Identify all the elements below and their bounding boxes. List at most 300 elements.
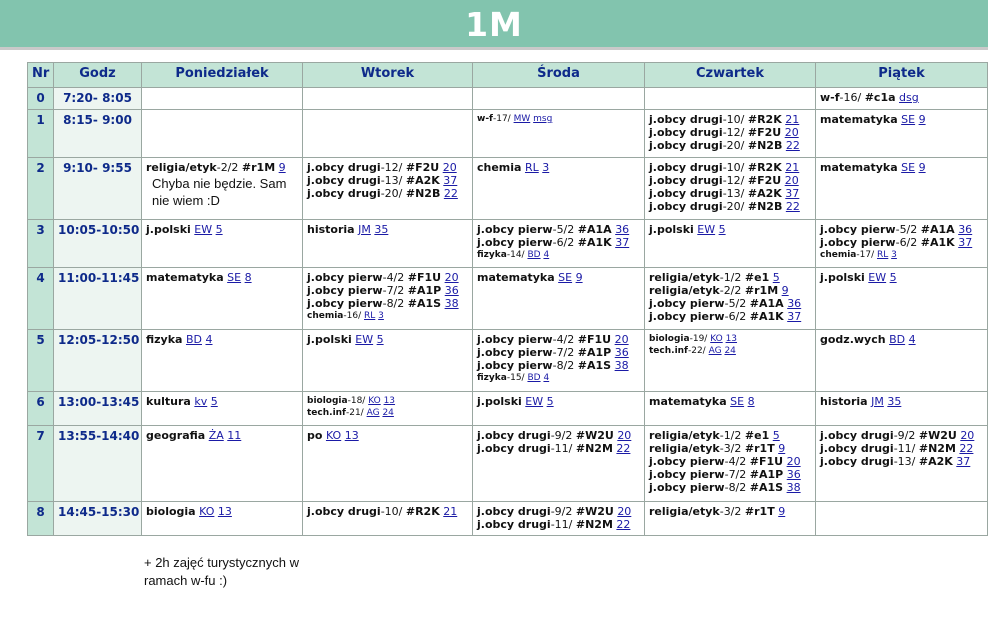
- group-label: -10/: [380, 505, 403, 518]
- teacher-link[interactable]: BD: [185, 333, 202, 346]
- group-label: -14/: [506, 250, 525, 260]
- teacher-link[interactable]: EW: [868, 271, 887, 284]
- lesson-entry: [649, 174, 811, 187]
- lesson-entry: [307, 333, 468, 346]
- group-label: -10/: [722, 161, 745, 174]
- group-code: #A1K: [920, 236, 955, 249]
- subject-name: j.obcy drugi: [477, 442, 551, 455]
- group-label: -13/: [893, 455, 916, 468]
- timetable-header-row: [28, 63, 988, 88]
- group-label: -12/: [380, 161, 403, 174]
- subject-name: chemia: [477, 161, 522, 174]
- group-label: -16/: [839, 91, 862, 104]
- lesson-entry: [649, 468, 811, 481]
- teacher-link[interactable]: SE: [227, 271, 242, 284]
- lesson-cell: [645, 330, 816, 392]
- footer-note: + 2h zajęć turystycznych w ramach w-fu :): [144, 555, 299, 588]
- subject-name: po: [307, 429, 323, 442]
- lesson-entry: [146, 333, 298, 346]
- group-code: #r1M: [744, 284, 779, 297]
- room-link[interactable]: 22: [959, 442, 974, 455]
- group-label: -4/2: [552, 333, 575, 346]
- teacher-link[interactable]: RL: [877, 250, 889, 260]
- subject-name: w-f: [477, 114, 493, 124]
- lesson-number: 2: [28, 158, 54, 220]
- subject-name: j.obcy pierw: [477, 236, 553, 249]
- group-code: #F2U: [747, 174, 782, 187]
- subject-name: j.obcy drugi: [477, 505, 551, 518]
- subject-name: religia/etyk: [649, 271, 720, 284]
- room-link[interactable]: 37: [787, 310, 802, 323]
- group-label: -8/2: [724, 481, 747, 494]
- timetable-row: [28, 220, 988, 268]
- page-title: 1M: [465, 5, 523, 44]
- teacher-link[interactable]: KO: [199, 505, 215, 518]
- group-code: #A1K: [577, 236, 612, 249]
- lesson-cell: [645, 268, 816, 330]
- room-link[interactable]: 5: [215, 223, 223, 236]
- subject-name: fizyka: [477, 250, 507, 260]
- group-label: -4/2: [724, 455, 747, 468]
- group-code: #R2K: [747, 113, 782, 126]
- teacher-link[interactable]: SE: [901, 161, 916, 174]
- group-label: -16/: [343, 311, 362, 321]
- room-link[interactable]: 20: [784, 126, 799, 139]
- subject-name: j.obcy pierw: [477, 333, 553, 346]
- subject-name: matematyka: [649, 395, 727, 408]
- room-link[interactable]: 5: [718, 223, 726, 236]
- lesson-entry: [820, 271, 983, 284]
- lesson-cell: [303, 220, 473, 268]
- lesson-entry: [477, 359, 640, 372]
- room-link[interactable]: 13: [217, 505, 232, 518]
- subject-name: j.obcy pierw: [307, 284, 383, 297]
- column-header-piatek: Piątek: [816, 63, 988, 88]
- lesson-entry: [820, 223, 983, 236]
- group-label: -18/: [347, 396, 366, 406]
- subject-name: j.obcy pierw: [307, 271, 383, 284]
- room-link[interactable]: 22: [443, 187, 458, 200]
- group-label: -21/: [345, 408, 364, 418]
- group-code: #F1U: [577, 333, 612, 346]
- teacher-link[interactable]: MW: [513, 114, 531, 124]
- lesson-entry: [307, 429, 468, 442]
- room-link[interactable]: 36: [615, 223, 630, 236]
- subject-name: historia: [820, 395, 868, 408]
- group-label: -11/: [550, 518, 573, 531]
- subject-name: j.obcy drugi: [820, 455, 894, 468]
- lesson-entry: [649, 333, 811, 345]
- teacher-link[interactable]: BD: [527, 250, 541, 260]
- room-link[interactable]: 22: [785, 200, 800, 213]
- lesson-cell: [142, 268, 303, 330]
- lesson-cell: [816, 158, 988, 220]
- room-link[interactable]: 35: [887, 395, 902, 408]
- subject-name: j.obcy drugi: [649, 126, 723, 139]
- subject-name: j.polski: [477, 395, 522, 408]
- teacher-link[interactable]: AG: [366, 408, 380, 418]
- subject-name: j.obcy drugi: [649, 161, 723, 174]
- lesson-entry: [307, 505, 468, 518]
- lesson-entry: [477, 372, 640, 384]
- room-link[interactable]: 5: [889, 271, 897, 284]
- lesson-number: 1: [28, 110, 54, 158]
- room-link[interactable]: 36: [786, 468, 801, 481]
- lesson-time: 11:00-11:45: [54, 268, 142, 330]
- group-label: -5/2: [552, 223, 575, 236]
- subject-name: matematyka: [477, 271, 555, 284]
- group-code: #A1P: [407, 284, 442, 297]
- timetable-row: [28, 158, 988, 220]
- group-label: -15/: [506, 373, 525, 383]
- teacher-link[interactable]: KO: [325, 429, 342, 442]
- subject-name: j.obcy drugi: [649, 113, 723, 126]
- room-link[interactable]: 24: [724, 346, 736, 356]
- timetable-row: [28, 426, 988, 502]
- group-code: #N2M: [575, 442, 613, 455]
- lesson-entry: [477, 505, 640, 518]
- room-link[interactable]: 37: [956, 455, 971, 468]
- teacher-link[interactable]: KO: [368, 396, 381, 406]
- room-link[interactable]: 5: [772, 429, 780, 442]
- room-link[interactable]: 22: [616, 442, 631, 455]
- room-link[interactable]: 8: [747, 395, 755, 408]
- room-link[interactable]: 20: [444, 271, 459, 284]
- group-code: #W2U: [918, 429, 957, 442]
- room-link[interactable]: 8: [244, 271, 252, 284]
- room-link[interactable]: 20: [617, 505, 632, 518]
- group-code: #N2M: [575, 518, 613, 531]
- teacher-link[interactable]: EW: [355, 333, 374, 346]
- room-link[interactable]: 9: [278, 161, 286, 174]
- room-link[interactable]: 35: [374, 223, 389, 236]
- room-link[interactable]: 37: [958, 236, 973, 249]
- lesson-cell: [142, 220, 303, 268]
- group-code: #A1S: [577, 359, 612, 372]
- room-link[interactable]: 5: [546, 395, 554, 408]
- room-link[interactable]: 38: [444, 297, 459, 310]
- subject-name: j.obcy drugi: [307, 161, 381, 174]
- column-header-poniedzialek: Poniedziałek: [142, 63, 303, 88]
- timetable: [27, 62, 988, 536]
- subject-name: fizyka: [146, 333, 183, 346]
- room-link[interactable]: 13: [344, 429, 359, 442]
- subject-name: j.polski: [146, 223, 191, 236]
- room-link[interactable]: 5: [210, 395, 218, 408]
- lesson-cell: [473, 330, 645, 392]
- teacher-link[interactable]: EW: [697, 223, 716, 236]
- timetable-row: [28, 268, 988, 330]
- group-code: #r1T: [744, 505, 775, 518]
- teacher-link[interactable]: AG: [708, 346, 722, 356]
- lesson-cell: [303, 268, 473, 330]
- group-label: -10/: [722, 113, 745, 126]
- room-link[interactable]: 9: [781, 284, 789, 297]
- lesson-cell: [473, 220, 645, 268]
- group-label: -11/: [550, 442, 573, 455]
- lesson-entry: [307, 310, 468, 322]
- subject-name: religia/etyk: [649, 429, 720, 442]
- teacher-link[interactable]: kv: [194, 395, 208, 408]
- group-code: #c1a: [864, 91, 896, 104]
- lesson-entry: [477, 249, 640, 261]
- column-header-wtorek: Wtorek: [303, 63, 473, 88]
- column-header-czwartek: Czwartek: [645, 63, 816, 88]
- room-link[interactable]: 38: [614, 359, 629, 372]
- room-link[interactable]: 9: [778, 505, 786, 518]
- lesson-number: 8: [28, 502, 54, 536]
- group-code: #A1P: [577, 346, 612, 359]
- teacher-link[interactable]: EW: [525, 395, 544, 408]
- lesson-time: 7:20- 8:05: [54, 88, 142, 110]
- lesson-cell: [816, 268, 988, 330]
- group-label: -13/: [380, 174, 403, 187]
- lesson-cell: [645, 426, 816, 502]
- group-code: #N2B: [405, 187, 441, 200]
- lesson-entry: [307, 223, 468, 236]
- teacher-link[interactable]: KO: [710, 334, 723, 344]
- subject-name: religia/etyk: [649, 442, 720, 455]
- lesson-entry: [307, 297, 468, 310]
- room-link[interactable]: 13: [725, 334, 738, 344]
- room-link[interactable]: 38: [786, 481, 801, 494]
- lesson-cell: [645, 220, 816, 268]
- room-link[interactable]: 4: [205, 333, 213, 346]
- group-label: -8/2: [382, 297, 405, 310]
- room-link[interactable]: 37: [443, 174, 458, 187]
- subject-name: j.obcy drugi: [649, 200, 723, 213]
- lesson-entry: [477, 429, 640, 442]
- group-label: -22/: [687, 346, 706, 356]
- lesson-cell: [142, 330, 303, 392]
- lesson-entry: [477, 236, 640, 249]
- group-label: -19/: [689, 334, 708, 344]
- group-code: #A1S: [407, 297, 442, 310]
- lesson-entry: [649, 223, 811, 236]
- group-label: -7/2: [552, 346, 575, 359]
- room-link[interactable]: 20: [784, 174, 799, 187]
- room-link[interactable]: 20: [614, 333, 629, 346]
- room-link[interactable]: 9: [778, 442, 786, 455]
- room-link[interactable]: 9: [918, 113, 926, 126]
- room-link[interactable]: 20: [786, 455, 801, 468]
- room-link[interactable]: 3: [542, 161, 550, 174]
- room-link[interactable]: 36: [958, 223, 973, 236]
- lesson-entry: [307, 161, 468, 174]
- lesson-cell: [142, 110, 303, 158]
- room-link[interactable]: 20: [960, 429, 975, 442]
- room-link[interactable]: msg: [533, 114, 553, 124]
- group-label: -2/2: [216, 161, 239, 174]
- group-code: #F1U: [407, 271, 442, 284]
- lesson-cell: [473, 158, 645, 220]
- subject-name: j.obcy pierw: [820, 236, 896, 249]
- room-link[interactable]: 3: [891, 250, 897, 260]
- lesson-entry: [477, 271, 640, 284]
- lesson-entry: [146, 429, 298, 442]
- lesson-entry: [649, 284, 811, 297]
- lesson-entry: [477, 223, 640, 236]
- lesson-cell: [645, 88, 816, 110]
- group-code: #e1: [744, 271, 770, 284]
- timetable-row: [28, 330, 988, 392]
- group-label: -12/: [722, 174, 745, 187]
- lesson-cell: [142, 158, 303, 220]
- lesson-number: 3: [28, 220, 54, 268]
- lesson-entry: [146, 223, 298, 236]
- subject-name: j.polski: [820, 271, 865, 284]
- group-label: -20/: [722, 200, 745, 213]
- subject-name: j.obcy pierw: [477, 359, 553, 372]
- group-label: -7/2: [724, 468, 747, 481]
- room-link[interactable]: 20: [617, 429, 632, 442]
- lesson-cell: [303, 392, 473, 426]
- lesson-cell: [142, 502, 303, 536]
- group-label: -17/: [492, 114, 511, 124]
- teacher-link[interactable]: SE: [730, 395, 745, 408]
- lesson-entry: [477, 395, 640, 408]
- teacher-link[interactable]: EW: [194, 223, 213, 236]
- room-link[interactable]: 11: [227, 429, 242, 442]
- lesson-cell: [473, 502, 645, 536]
- subject-name: j.polski: [307, 333, 352, 346]
- subject-name: godz.wych: [820, 333, 886, 346]
- subject-name: biologia: [649, 334, 690, 344]
- room-link[interactable]: 4: [543, 250, 550, 260]
- room-link[interactable]: 21: [443, 505, 458, 518]
- room-link[interactable]: 36: [614, 346, 629, 359]
- group-label: -8/2: [552, 359, 575, 372]
- lesson-entry: [477, 113, 640, 125]
- group-label: -20/: [722, 139, 745, 152]
- teacher-link[interactable]: RL: [364, 311, 376, 321]
- lesson-entry: [477, 518, 640, 531]
- lesson-entry: [307, 284, 468, 297]
- teacher-link[interactable]: dsg: [899, 91, 919, 104]
- group-label: -12/: [722, 126, 745, 139]
- title-bar: [0, 0, 988, 50]
- room-link[interactable]: 36: [444, 284, 459, 297]
- room-link[interactable]: 21: [785, 161, 800, 174]
- room-link[interactable]: 4: [543, 373, 550, 383]
- room-link[interactable]: 22: [616, 518, 631, 531]
- room-link[interactable]: 3: [378, 311, 384, 321]
- teacher-link[interactable]: SE: [558, 271, 573, 284]
- room-link[interactable]: 36: [787, 297, 802, 310]
- lesson-entry: [477, 161, 640, 174]
- lesson-entry: [477, 442, 640, 455]
- lesson-entry: [820, 333, 983, 346]
- lesson-entry: [146, 161, 298, 174]
- group-code: #W2U: [575, 505, 614, 518]
- group-code: #F1U: [749, 455, 784, 468]
- subject-name: j.obcy drugi: [820, 429, 894, 442]
- group-code: #N2B: [747, 139, 783, 152]
- group-code: #e1: [744, 429, 770, 442]
- subject-name: j.polski: [649, 223, 694, 236]
- group-label: -6/2: [552, 236, 575, 249]
- room-link[interactable]: 9: [918, 161, 926, 174]
- lesson-entry: [649, 187, 811, 200]
- teacher-link[interactable]: SE: [901, 113, 916, 126]
- subject-name: religia/etyk: [146, 161, 217, 174]
- subject-name: j.obcy drugi: [820, 442, 894, 455]
- lesson-entry: [649, 429, 811, 442]
- teacher-link[interactable]: ŻA: [208, 429, 224, 442]
- subject-name: j.obcy drugi: [649, 174, 723, 187]
- subject-name: j.obcy pierw: [649, 468, 725, 481]
- column-header-nr: Nr: [28, 63, 54, 88]
- room-link[interactable]: 13: [383, 396, 396, 406]
- lesson-entry: [146, 505, 298, 518]
- room-link[interactable]: 22: [785, 139, 800, 152]
- subject-name: j.obcy drugi: [649, 139, 723, 152]
- teacher-link[interactable]: BD: [527, 373, 541, 383]
- room-link[interactable]: 24: [382, 408, 394, 418]
- teacher-link[interactable]: RL: [524, 161, 539, 174]
- lesson-entry: [820, 161, 983, 174]
- room-link[interactable]: 9: [575, 271, 583, 284]
- room-link[interactable]: 4: [908, 333, 916, 346]
- subject-name: w-f: [820, 91, 840, 104]
- subject-name: j.obcy drugi: [477, 518, 551, 531]
- lesson-cell: [473, 110, 645, 158]
- lesson-entry: [649, 505, 811, 518]
- lesson-entry: [820, 455, 983, 468]
- subject-name: j.obcy pierw: [307, 297, 383, 310]
- teacher-link[interactable]: BD: [889, 333, 906, 346]
- lesson-cell: [816, 502, 988, 536]
- group-code: #A1A: [920, 223, 955, 236]
- group-label: -6/2: [724, 310, 747, 323]
- subject-name: j.obcy drugi: [307, 187, 381, 200]
- lesson-cell: [303, 330, 473, 392]
- room-link[interactable]: 37: [785, 187, 800, 200]
- group-code: #A1A: [577, 223, 612, 236]
- lesson-entry: [649, 200, 811, 213]
- subject-name: j.obcy drugi: [307, 174, 381, 187]
- subject-name: matematyka: [820, 161, 898, 174]
- subject-name: j.obcy drugi: [649, 187, 723, 200]
- lesson-entry: [307, 407, 468, 419]
- subject-name: j.obcy pierw: [649, 481, 725, 494]
- lesson-entry: [649, 442, 811, 455]
- room-link[interactable]: 37: [615, 236, 630, 249]
- room-link[interactable]: 5: [376, 333, 384, 346]
- lesson-entry: [820, 236, 983, 249]
- timetable-row: [28, 88, 988, 110]
- lesson-entry: [307, 174, 468, 187]
- room-link[interactable]: 21: [785, 113, 800, 126]
- lesson-cell: [645, 158, 816, 220]
- lesson-entry: [649, 395, 811, 408]
- lesson-cell: [142, 88, 303, 110]
- lesson-cell: [473, 426, 645, 502]
- room-link[interactable]: 5: [772, 271, 780, 284]
- lesson-entry: [649, 345, 811, 357]
- group-code: #A2K: [405, 174, 440, 187]
- room-link[interactable]: 20: [442, 161, 457, 174]
- group-code: #r1M: [241, 161, 276, 174]
- lesson-cell: [473, 268, 645, 330]
- lesson-time: 10:05-10:50: [54, 220, 142, 268]
- group-code: #A1S: [749, 481, 784, 494]
- teacher-link[interactable]: JM: [358, 223, 371, 236]
- teacher-link[interactable]: JM: [871, 395, 884, 408]
- group-label: -5/2: [895, 223, 918, 236]
- group-label: -1/2: [719, 271, 742, 284]
- column-header-godz: Godz: [54, 63, 142, 88]
